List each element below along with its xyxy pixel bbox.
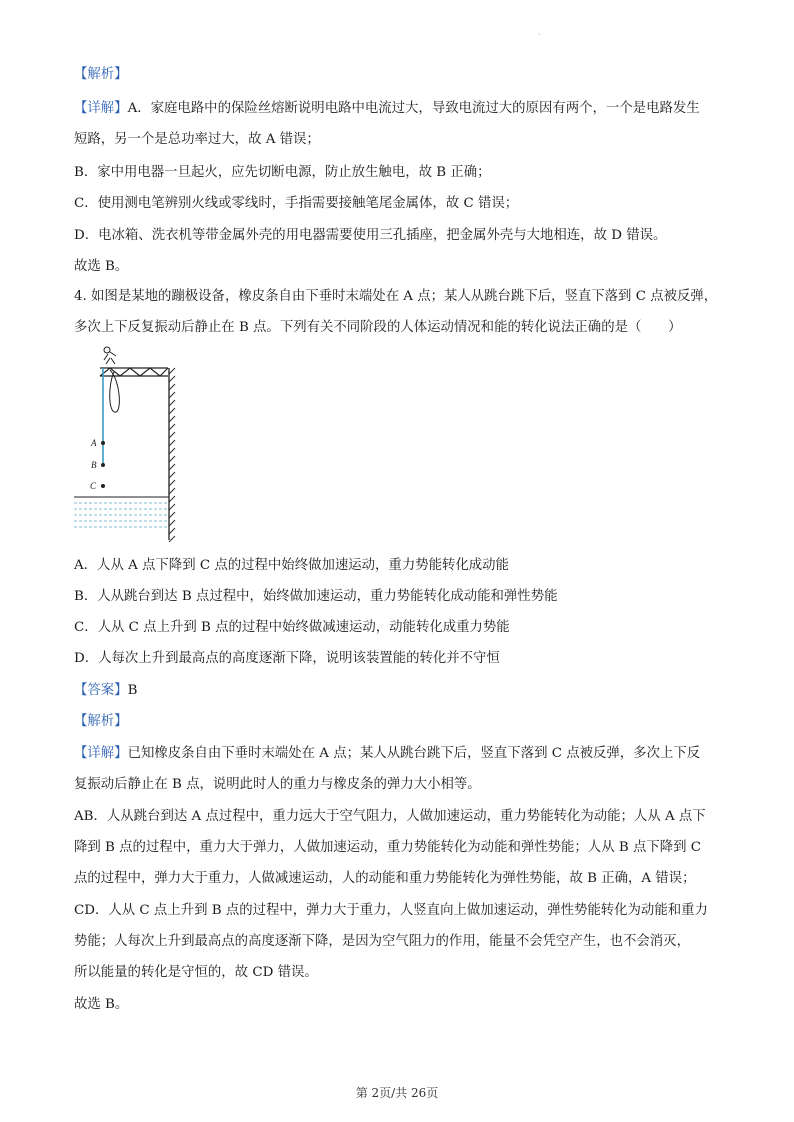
detail-line [74,100,700,118]
detail-line [74,745,700,763]
option-d: D．人每次上升到最高点的高度逐渐下降，说明该装置能的转化并不守恒 [74,651,500,666]
detail-label: 【详解】 [74,101,128,116]
question-stem: 多次上下反复振动后静止在 B 点。下列有关不同阶段的人体运动情况和能的转化说法正确的是（ ） [74,320,682,335]
wall-hatching [169,368,175,542]
label-c: C [90,481,97,491]
point-a [101,441,105,445]
detail-line: C．使用测电笔辨别火线或零线时，手指需要接触笔尾金属体，故 C 错误； [74,196,519,211]
label-b: B [91,460,97,470]
detail-line: 势能；人每次上升到最高点的高度逐渐下降，是因为空气阻力的作用，能量不会凭空产生，也不会消灭， [74,934,690,949]
detail-line: B．家中用电器一旦起火，应先切断电源，防止放生触电，故 B 正确； [74,165,491,180]
detail-line: 短路，另一个是总功率过大，故 A 错误； [74,132,320,147]
detail-line: CD．人从 C 点上升到 B 点的过程中，弹力大于重力，人竖直向上做加速运动，弹性势能转化为动能和重力 [74,903,708,918]
point-c [101,484,105,488]
point-b [101,463,105,467]
answer-line [74,682,137,700]
detail-text: A．家庭电路中的保险丝熔断说明电路中电流过大，导致电流过大的原因有两个，一个是电路发生 [127,101,700,116]
question-stem: 4. 如图是某地的蹦极设备，橡皮条自由下垂时末端处在 A 点；某人从跳台跳下后，竖直下落到 C 点被反弹， [74,289,718,304]
option-c: C．人从 C 点上升到 B 点的过程中始终做减速运动，动能转化成重力势能 [74,620,510,635]
conclusion-line: 故选 B。 [74,259,129,274]
header-mark: · [538,30,541,39]
detail-line: AB．人从跳台到达 A 点过程中，重力远大于空气阻力，人做加速运动，重力势能转化为动能；人从 A 点下 [74,809,706,824]
option-a: A．人从 A 点下降到 C 点的过程中始终做加速运动，重力势能转化成动能 [74,558,509,573]
detail-label: 【详解】 [74,746,128,761]
analysis-label: 【解析】 [74,714,128,729]
answer-value: B [127,683,138,698]
conclusion-line: 故选 B。 [74,997,129,1012]
bungee-diagram [70,340,180,545]
water-surface [74,497,169,527]
detail-text: 已知橡皮条自由下垂时末端处在 A 点；某人从跳台跳下后，竖直下落到 C 点被反弹，多次上下反 [127,746,701,761]
jump-platform-truss [100,368,168,376]
detail-line: 复振动后静止在 B 点，说明此时人的重力与橡皮条的弹力大小相等。 [74,777,481,792]
detail-line: 所以能量的转化是守恒的，故 CD 错误。 [74,965,318,980]
label-a: A [91,438,97,448]
jumper-icon [104,347,116,364]
option-b: B．人从跳台到达 B 点过程中，始终做加速运动，重力势能转化成动能和弹性势能 [74,589,558,604]
detail-line: D．电冰箱、洗衣机等带金属外壳的用电器需要使用三孔插座，把金属外壳与大地相连，故 D 错误。 [74,228,667,243]
analysis-label: 【解析】 [74,67,128,82]
answer-label: 【答案】 [74,683,128,698]
detail-line: 降到 B 点的过程中，重力大于弹力，人做加速运动，重力势能转化为动能和弹性势能；人从 B 点下降到 C [74,840,702,855]
detail-line: 点的过程中，弹力大于重力，人做减速运动，人的动能和重力势能转化为弹性势能，故 B 正确，A 错误； [74,871,696,886]
page-footer: 第 2页/共 26页 [355,1086,439,1100]
